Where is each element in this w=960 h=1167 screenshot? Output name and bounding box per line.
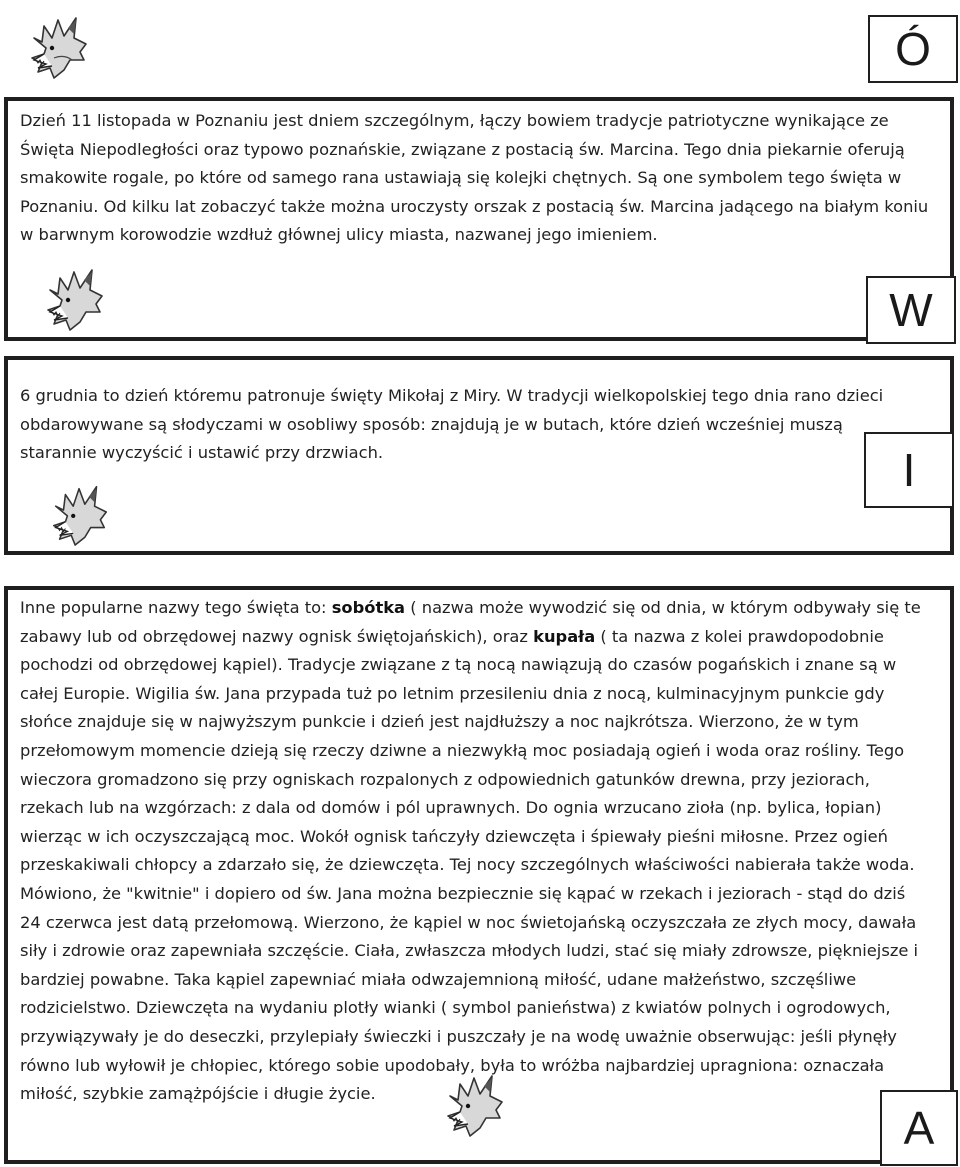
- text-line: [20, 594, 921, 623]
- text-line: rzekach lub na wzgórzach: z dala od domów i pól uprawnych. Do ognia wrzucano zioła (np. bylica, łopian): [20, 798, 882, 818]
- letter-box-w: W: [866, 276, 956, 344]
- text-line: miłość, szybkie zamążpójście i długie życie.: [20, 1084, 376, 1104]
- text-line: [20, 623, 921, 652]
- bold-term-sobotka: sobótka: [331, 598, 406, 617]
- text-line: 6 grudnia to dzień któremu patronuje święty Mikołaj z Miry. W tradycji wielkopolskiej tego dnia rano dzieci: [20, 386, 884, 405]
- text-span: zabawy lub od obrzędowej nazwy ognisk świętojańskich), oraz: [20, 626, 534, 646]
- text-line: wierząc w ich oczyszczającą moc. Wokół ognisk tańczyły dziewczęta i śpiewały pieśni miłosne. Przez ogień: [20, 826, 888, 846]
- bold-term-kupala: kupała: [533, 626, 596, 646]
- text-line: Święta Niepodległości oraz typowo poznańskie, związane z postacią św. Marcina. Tego dnia piekarnie oferują: [20, 139, 905, 159]
- text-span: Inne popularne nazwy tego święta to:: [20, 598, 332, 617]
- wolf-head-icon: [40, 259, 110, 333]
- text-line: Dzień 11 listopada w Poznaniu jest dniem szczególnym, łączy bowiem tradycje patriotyczne wynikające ze: [20, 111, 889, 130]
- wolf-head-icon: [46, 476, 114, 548]
- text-span: ( ta nazwa z kolei prawdopodobnie: [595, 626, 884, 646]
- text-line: siły i zdrowie oraz zapewniała szczęście. Ciała, zwłaszcza młodych ludzi, stać się miały zdrowsze, piękniejsze i: [20, 941, 919, 961]
- text-span: ( nazwa może wywodzić się od dnia, w którym odbywały się te: [405, 598, 921, 617]
- letter-box-i: I: [864, 432, 954, 508]
- letter-box-o: Ó: [868, 15, 958, 83]
- text-line: przeskakiwali chłopcy a zdarzało się, że dziewczęta. Tej nocy szczególnych właściwości nabierała także woda.: [20, 855, 915, 875]
- text-line: rodzicielstwo. Dziewczęta na wydaniu plotły wianki ( symbol panieństwa) z kwiatów polnych i ogrodowych,: [20, 998, 891, 1018]
- wolf-head-icon: [24, 8, 94, 80]
- text-line: Poznaniu. Od kilku lat zobaczyć także można uroczysty orszak z postacią św. Marcina jadącego na białym koniu: [20, 196, 929, 216]
- paragraph-st-nicholas: [20, 382, 883, 468]
- text-line: smakowite rogale, po które od samego rana ustawiają się kolejki chętnych. Są one symbolem tego święta w: [20, 168, 902, 188]
- text-line: starannie wyczyścić i ustawić przy drzwiach.: [20, 443, 384, 463]
- text-line: przywiązywały je do deseczki, przylepiały świeczki i puszczały je na wodę uważnie obserwując: jeśli płynęły: [20, 1026, 897, 1046]
- text-line: przełomowym momencie dzieją się rzeczy dziwne a niezwykłą moc posiadają ogień i woda oraz rośliny. Tego: [20, 740, 905, 760]
- text-line: równo lub wyłowił je chłopiec, którego sobie upodobały, była to wróżba najbardziej upragniona: oznaczała: [20, 1055, 885, 1075]
- text-line: w barwnym korowodzie wzdłuż głównej ulicy miasta, nazwanej jego imieniem.: [20, 225, 658, 245]
- letter-box-a: A: [880, 1090, 958, 1166]
- text-line: Mówiono, że "kwitnie" i dopiero od św. Jana można bezpiecznie się kąpać w rzekach i jeziorach - stąd do dziś: [20, 883, 906, 903]
- paragraph-midsummer: [20, 594, 921, 1109]
- text-line: pochodzi od obrzędowej kąpiel). Tradycje związane z tą nocą nawiązują do czasów pogańskich i znane są w: [20, 655, 897, 675]
- text-line: obdarowywane są słodyczami w osobliwy sposób: znajdują je w butach, które dzień wcześniej muszą: [20, 414, 843, 434]
- text-line: 24 czerwca jest datą przełomową. Wierzono, że kąpiel w noc świetojańską oczyszczała ze złych mocy, dawała: [20, 912, 917, 932]
- text-line: całej Europie. Wigilia św. Jana przypada tuż po letnim przesileniu dnia z nocą, kulminacyjnym punkcie gdy: [20, 683, 885, 703]
- text-line: słońce znajduje się w najwyższym punkcie i dzień jest najdłuższy a noc najkrótsza. Wierzono, że w tym: [20, 712, 859, 732]
- text-line: bardziej powabne. Taka kąpiel zapewniać miała odwzajemnioną miłość, udane małżeństwo, szczęśliwe: [20, 969, 857, 989]
- paragraph-st-martin: [20, 107, 928, 250]
- text-line: wieczora gromadzono się przy ogniskach rozpalonych z odpowiednich gatunków drewna, przy jeziorach,: [20, 769, 870, 789]
